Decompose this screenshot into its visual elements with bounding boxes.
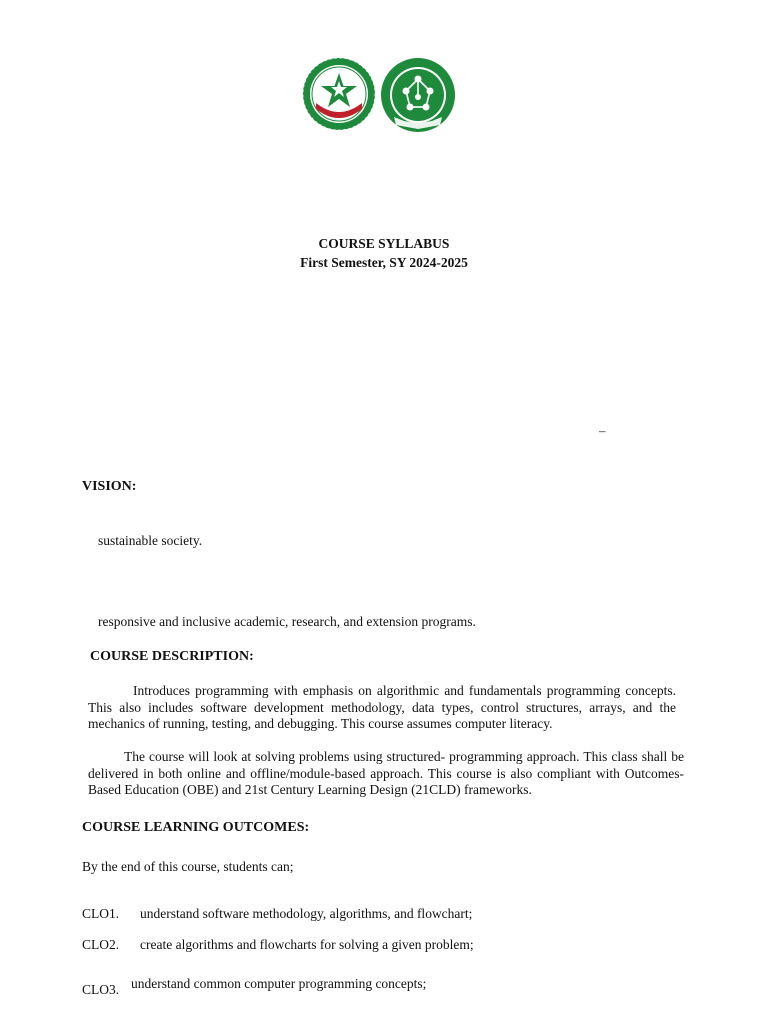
college-seal — [380, 57, 456, 133]
learning-outcomes-heading: COURSE LEARNING OUTCOMES: — [82, 820, 310, 835]
learning-outcomes-intro: By the end of this course, students can; — [82, 859, 294, 874]
clo-text: understand common computer programming concepts; — [131, 976, 427, 991]
semester-label: First Semester, SY 2024-2025 — [300, 255, 468, 270]
document-title: COURSE SYLLABUS — [318, 236, 450, 251]
university-seal-star-icon — [302, 57, 376, 131]
clo-text: understand software methodology, algorithms, and flowchart; — [140, 906, 473, 921]
mission-text: responsive and inclusive academic, research, and extension programs. — [98, 614, 476, 629]
stray-dash: – — [599, 423, 606, 438]
clo-code: CLO3. — [82, 982, 120, 997]
course-description-paragraph-1: Introduces programming with emphasis on algorithmic and fundamentals programming concepts. This also includes software development methodology, data types, control structures, arrays, and the mechanics of running, testing, and debugging. This course assumes computer literacy. — [88, 683, 676, 731]
clo-code: CLO1. — [82, 906, 120, 921]
course-description-paragraph-2: The course will look at solving problems using structured- programming approach. This class shall be delivered in both online and offline/module-based approach. This course is also compliant with Outcomes-Based Education (OBE) and 21st Century Learning Design (21CLD) frameworks. — [88, 749, 684, 797]
clo-code: CLO2. — [82, 937, 120, 952]
clo-text: create algorithms and flowcharts for solving a given problem; — [140, 937, 474, 952]
college-seal-network-icon — [380, 57, 456, 133]
vision-heading: VISION: — [82, 479, 137, 494]
course-description-heading: COURSE DESCRIPTION: — [90, 649, 254, 664]
vision-text: sustainable society. — [98, 533, 203, 548]
university-seal — [302, 57, 376, 131]
